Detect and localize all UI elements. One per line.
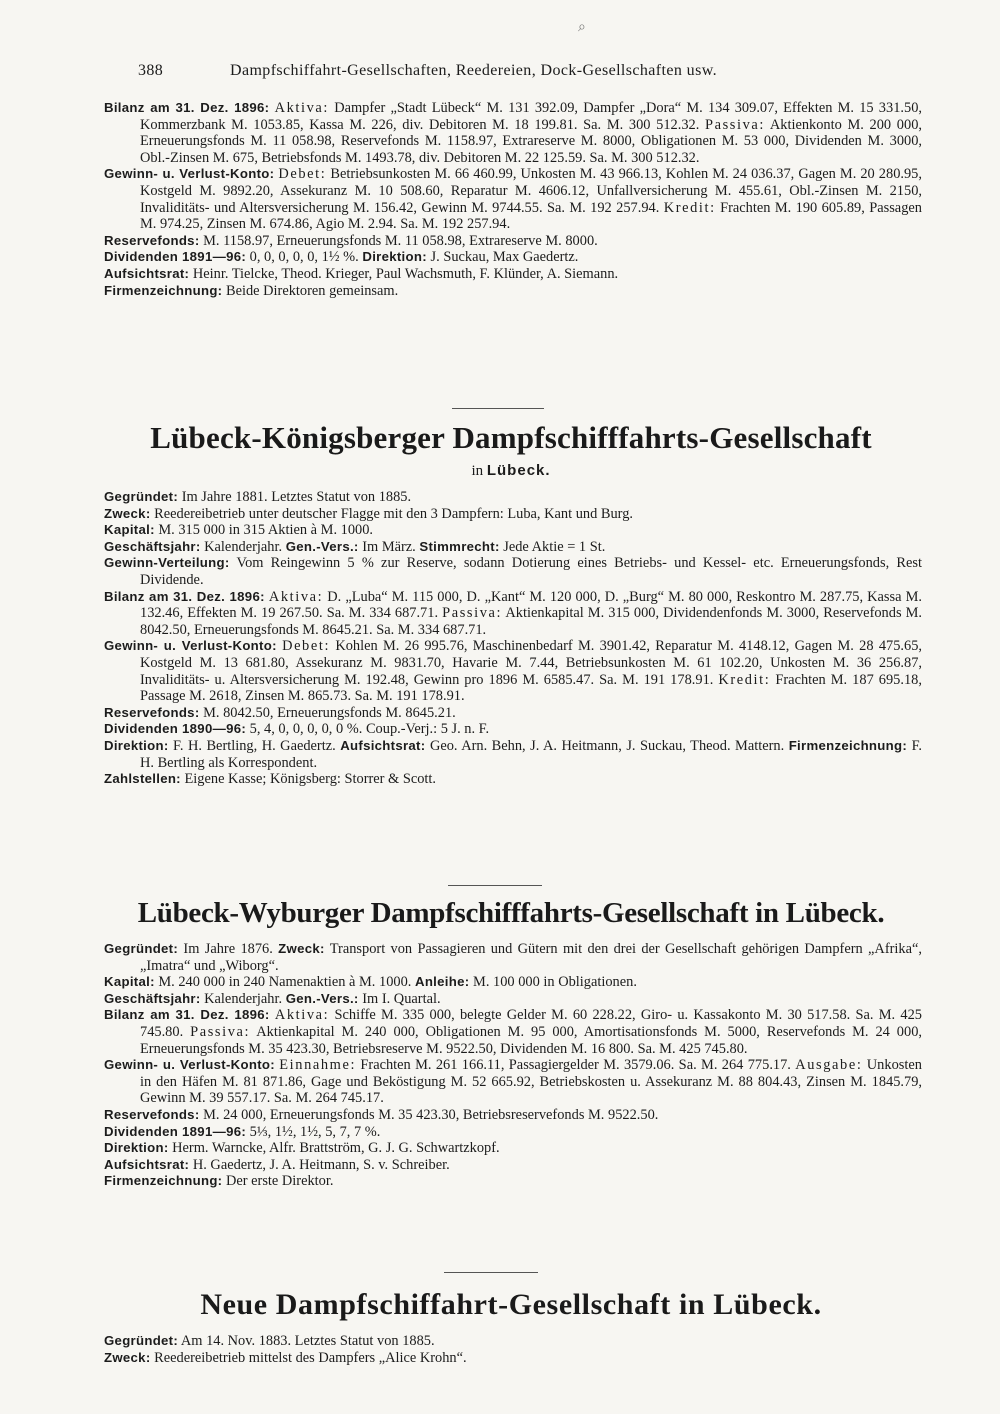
section-divider xyxy=(448,885,542,886)
label: Reservefonds: xyxy=(104,1106,200,1122)
text: F. H. Bertling als Korrespondent. xyxy=(140,737,923,771)
text: Betriebsunkosten M. 66 460.99, Unkosten M. 43 966.13, Kohlen M. 24 036.37, Gagen M. 20 280.95, Kostgeld M. 9892.20, Assekuranz M. 10 508.60, Reparatur M. 4606.12, Unfallversicherung M. 455.61, Obl.-Zinsen M. 2150, Invaliditäts- und Altersversicherung M. 156.42, Gewinn M. 9744.55. Sa. M. 192 257.94. xyxy=(140,166,922,216)
label: Firmenzeichnung: xyxy=(788,737,908,753)
entry-direktion xyxy=(104,1140,922,1157)
label: Reservefonds: xyxy=(104,232,200,248)
page-number: 388 xyxy=(138,62,164,79)
text: M. 24 000, Erneuerungsfonds M. 35 423.30, Betriebsreservefonds M. 9522.50. xyxy=(203,1106,659,1123)
text: Kalenderjahr. xyxy=(204,990,283,1007)
entry-aufsichtsrat xyxy=(104,266,922,283)
label-aktiva: Aktiva: xyxy=(274,100,329,116)
text: Heinr. Tielcke, Theod. Krieger, Paul Wachsmuth, F. Klünder, A. Siemann. xyxy=(192,265,619,282)
text: Reedereibetrieb unter deutscher Flagge mit den 3 Dampfern: Luba, Kant und Burg. xyxy=(154,505,633,522)
text: Frachten M. 261 166.11, Passagiergelder M. 3579.06. Sa. M. 264 775.17. xyxy=(360,1057,791,1074)
entry-bilanz xyxy=(104,100,922,166)
entry-reservefonds xyxy=(104,233,922,250)
text: Im Jahre 1881. Letztes Statut von 1885. xyxy=(181,489,412,505)
text: Reedereibetrieb mittelst des Dampfers „Alice Krohn“. xyxy=(154,1349,467,1366)
entry-gewinn-verteilung xyxy=(104,555,922,588)
entry-gewinn-verlust xyxy=(104,166,922,232)
label: Aufsichtsrat: xyxy=(104,1156,190,1172)
running-head: Dampfschiffahrt-Gesellschaften, Reedereien, Dock-Gesellschaften usw. xyxy=(230,62,718,79)
label: Kapital: xyxy=(104,974,155,990)
text: J. Suckau, Max Gaedertz. xyxy=(430,249,579,266)
text: Eigene Kasse; Königsberg: Storrer & Scott. xyxy=(184,771,437,788)
section-neue-dampfschiffahrt xyxy=(104,1333,922,1366)
text: Im I. Quartal. xyxy=(362,990,441,1007)
text: M. 100 000 in Obligationen. xyxy=(473,974,637,991)
label: Aufsichtsrat: xyxy=(340,737,426,753)
entry-dividenden xyxy=(104,1124,922,1141)
text: Transport von Passagieren und Gütern mit den drei der Gesellschaft gehörigen Dampfern „Afrika“, „Imatra“ und „Wiborg“. xyxy=(140,941,922,974)
text: Vom Reingewinn 5 % zur Reserve, sodann Dotierung eines Betriebs- und Kessel- etc. Erneuerungsfonds, Rest Dividende. xyxy=(140,555,922,588)
text: Der erste Direktor. xyxy=(225,1173,334,1190)
text: Geo. Arn. Behn, J. A. Heitmann, J. Suckau, Theod. Mattern. xyxy=(429,737,785,754)
text: Frachten M. 187 695.18, Passage M. 2618, Zinsen M. 865.73. Sa. M. 191 178.91. xyxy=(140,671,922,705)
label: Bilanz am 31. Dez. 1896: xyxy=(104,588,265,604)
label: Geschäftsjahr: xyxy=(104,990,201,1006)
entry-gegruendet xyxy=(104,941,922,974)
section-luebeck-wyburger xyxy=(104,941,922,1190)
section-luebeck-koenigsberger xyxy=(104,489,922,788)
text: Aktienkapital M. 315 000, Dividendenfonds M. 3000, Reservefonds M. 8042.50, Erneuerungsfonds M. 8645.21. Sa. M. 334 687.71. xyxy=(140,605,923,638)
label: Gegründet: xyxy=(104,1333,179,1348)
section-previous-company xyxy=(104,100,922,299)
entry-aufsichtsrat xyxy=(104,1157,922,1174)
text: Kalenderjahr. xyxy=(204,538,283,555)
company-title: Lübeck-Wyburger Dampfschifffahrts-Gesellschaft in Lübeck. xyxy=(137,897,885,929)
entry-zweck xyxy=(104,1350,922,1367)
label: Direktion: xyxy=(362,249,427,265)
entry-bilanz xyxy=(104,1007,922,1057)
entry-zweck xyxy=(104,506,922,523)
label: Direktion: xyxy=(104,737,169,753)
subtitle-prefix: in xyxy=(471,463,484,479)
label: Firmenzeichnung: xyxy=(104,1173,223,1189)
company-title: Lübeck-Königsberger Dampfschifffahrts-Gesellschaft xyxy=(150,420,872,455)
label-aktiva: Aktiva: xyxy=(268,588,324,605)
label: Geschäftsjahr: xyxy=(104,538,201,554)
label-passiva: Passiva: xyxy=(190,1023,251,1040)
text: F. H. Bertling, H. Gaedertz. xyxy=(173,737,336,754)
label: Bilanz am 31. Dez. 1896: xyxy=(104,100,270,115)
text: Frachten M. 190 605.89, Passagen M. 974.25, Zinsen M. 674.86, Agio M. 2.94. Sa. M. 192 257.94. xyxy=(140,199,922,233)
text: Unkosten in den Häfen M. 81 871.86, Gage und Beköstigung M. 52 665.92, Betriebskosten u. Assekuranz M. 88 804.43, Zinsen M. 1845.79, Gewinn M. 39 557.17. Sa. M. 264 745.17. xyxy=(140,1057,922,1107)
text: 5, 4, 0, 0, 0, 0, 0 %. Coup.-Verj.: 5 J. n. F. xyxy=(249,721,490,738)
label: Gegründet: xyxy=(104,489,179,504)
label: Anleihe: xyxy=(415,974,470,990)
entry-reservefonds xyxy=(104,705,922,722)
text: Kohlen M. 26 995.76, Maschinenbedarf M. 3901.42, Reparatur M. 4148.12, Gagen M. 28 475.65, Kostgeld M. 13 681.80, Assekuranz M. 9831.70, Havarie M. 7.44, Betriebsunkosten M. 61 102.20, Unkosten M. 36 256.87, Invaliditäts- u. Altersversicherung M. 192.48, Gewinn pro 1896 M. 6585.47. Sa. M. 191 178.91. xyxy=(140,638,922,688)
entry-reservefonds xyxy=(104,1107,922,1124)
entry-gegruendet xyxy=(104,489,922,506)
text: Beide Direktoren gemeinsam. xyxy=(225,282,399,299)
entry-geschaeftsjahr xyxy=(104,991,922,1008)
label: Dividenden 1890—96: xyxy=(104,721,247,737)
text: 0, 0, 0, 0, 0, 1½ %. xyxy=(249,249,359,266)
entry-geschaeftsjahr xyxy=(104,539,922,556)
text: M. 240 000 in 240 Namenaktien à M. 1000. xyxy=(158,974,412,991)
text: M. 1158.97, Erneuerungsfonds M. 11 058.98, Extrareserve M. 8000. xyxy=(203,232,598,249)
text: H. Gaedertz, J. A. Heitmann, S. v. Schreiber. xyxy=(192,1156,450,1173)
section-divider xyxy=(444,1272,538,1273)
label: Zweck: xyxy=(278,941,325,956)
entry-gegruendet xyxy=(104,1333,922,1350)
text: Herm. Warncke, Alfr. Brattström, G. J. G. Schwartzkopf. xyxy=(172,1140,500,1157)
label-aktiva: Aktiva: xyxy=(274,1007,330,1024)
company-title: Neue Dampfschiffahrt-Gesellschaft in Lübeck. xyxy=(200,1288,822,1321)
label: Kapital: xyxy=(104,522,155,538)
entry-dividenden xyxy=(104,249,922,266)
text: Am 14. Nov. 1883. Letztes Statut von 1885. xyxy=(180,1333,435,1349)
label-passiva: Passiva: xyxy=(442,605,503,622)
label: Zahlstellen: xyxy=(104,771,181,787)
text: Im März. xyxy=(362,538,416,555)
label: Zweck: xyxy=(104,505,151,521)
label-ausgabe: Ausgabe: xyxy=(795,1057,863,1074)
label: Stimmrecht: xyxy=(419,538,500,554)
text: Schiffe M. 335 000, belegte Gelder M. 60 228.22, Giro- u. Kassakonto M. 30 517.58. Sa. M. 425 745.80. xyxy=(140,1007,922,1040)
text: 5⅓, 1½, 1½, 5, 7, 7 %. xyxy=(249,1123,381,1140)
text: Aktienkapital M. 240 000, Obligationen M. 95 000, Amortisationsfonds M. 5000, Reservefonds M. 24 000, Erneuerungsfonds M. 35 423.30, Betriebsreserve M. 9522.50, Dividenden M. 16 800. Sa. M. 425 745.80. xyxy=(140,1023,922,1057)
label: Dividenden 1891—96: xyxy=(104,249,247,265)
print-mark: ⌕ xyxy=(578,20,586,35)
entry-kapital xyxy=(104,522,922,539)
label-debet: Debet: xyxy=(278,166,327,183)
text: D. „Luba“ M. 115 000, D. „Kant“ M. 120 000, D. „Burg“ M. 80 000, Reskontro M. 287.75, Kassa M. 132.46, Effekten M. 19 267.50. Sa. M. 334 687.71. xyxy=(140,588,922,622)
text: M. 315 000 in 315 Aktien à M. 1000. xyxy=(158,522,374,539)
label: Gewinn- u. Verlust-Konto: xyxy=(104,166,275,182)
label: Aufsichtsrat: xyxy=(104,265,190,281)
entry-dividenden xyxy=(104,721,922,738)
entry-zahlstellen xyxy=(104,771,922,788)
label-einnahme: Einnahme: xyxy=(279,1057,357,1074)
entry-kapital xyxy=(104,974,922,991)
label-debet: Debet: xyxy=(282,638,331,655)
label: Gen.-Vers.: xyxy=(285,990,359,1006)
entry-bilanz xyxy=(104,589,922,639)
section-divider xyxy=(452,408,544,409)
label-kredit: Kredit: xyxy=(663,199,716,216)
label: Gewinn- u. Verlust-Konto: xyxy=(104,1057,275,1073)
label: Zweck: xyxy=(104,1349,151,1365)
text: Jede Aktie = 1 St. xyxy=(503,538,606,555)
label: Firmenzeichnung: xyxy=(104,282,223,298)
label: Dividenden 1891—96: xyxy=(104,1123,247,1139)
company-subtitle xyxy=(96,462,926,480)
label: Gegründet: xyxy=(104,941,179,956)
label: Bilanz am 31. Dez. 1896: xyxy=(104,1007,270,1023)
label: Gewinn-Verteilung: xyxy=(104,555,230,571)
entry-firmenzeichnung xyxy=(104,1173,922,1190)
label: Direktion: xyxy=(104,1140,169,1156)
text: Aktienkonto M. 200 000, Erneuerungsfonds M. 11 058.98, Reservefonds M. 1158.97, Extrareserve M. 8000, Obligationen M. 53 000, Dividenden M. 3000, Obl.-Zinsen M. 675, Betriebsfonds M. 1493.78, div. Debitoren M. 22 125.59. Sa. M. 300 512.32. xyxy=(140,116,922,166)
label-kredit: Kredit: xyxy=(718,671,771,688)
text: Im Jahre 1876. xyxy=(183,941,273,957)
entry-gewinn-verlust xyxy=(104,638,922,704)
label: Gen.-Vers.: xyxy=(285,538,359,554)
text: M. 8042.50, Erneuerungsfonds M. 8645.21. xyxy=(203,704,456,721)
label: Reservefonds: xyxy=(104,704,200,720)
label: Gewinn- u. Verlust-Konto: xyxy=(104,638,277,654)
label-passiva: Passiva: xyxy=(704,116,765,133)
text: Dampfer „Stadt Lübeck“ M. 131 392.09, Dampfer „Dora“ M. 134 309.07, Effekten M. 15 331.50, Kommerzbank M. 1053.85, Kassa M. 226, div. Debitoren M. 18 199.81. Sa. M. 300 512.32. xyxy=(140,100,922,133)
entry-gewinn-verlust xyxy=(104,1057,922,1107)
entry-firmenzeichnung xyxy=(104,283,922,300)
subtitle-place: Lübeck. xyxy=(486,462,551,479)
entry-direktion xyxy=(104,738,922,771)
